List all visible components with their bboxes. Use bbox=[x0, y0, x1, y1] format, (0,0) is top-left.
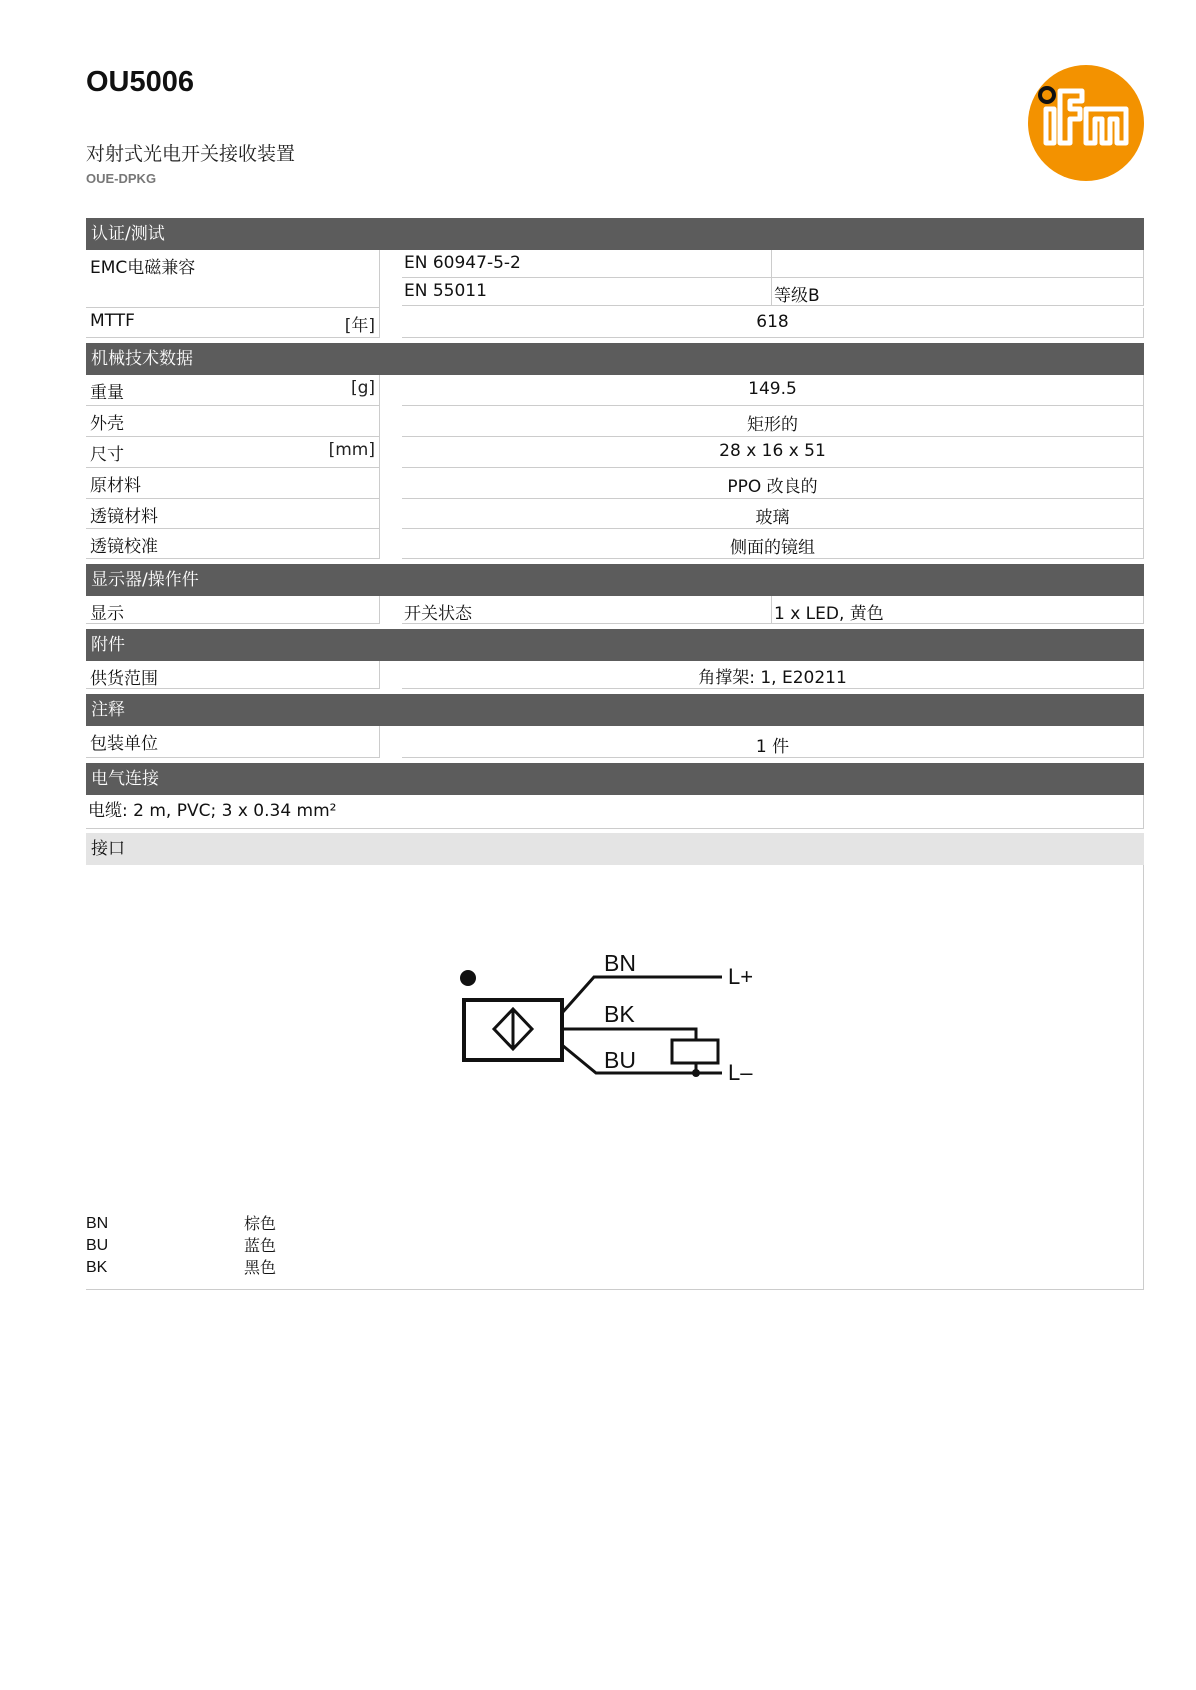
mech-label-cell bbox=[86, 499, 380, 529]
wire-bn bbox=[562, 977, 722, 1013]
load-symbol bbox=[672, 1040, 718, 1063]
emc-standard-1-row bbox=[402, 250, 1144, 278]
label-bn: BN bbox=[604, 951, 636, 976]
notes-label-cell bbox=[86, 726, 380, 758]
section-display-header: 显示器/操作件 bbox=[86, 564, 1144, 596]
emc-standard-2-row bbox=[402, 278, 1144, 306]
datasheet-table bbox=[86, 218, 1144, 1290]
receiver-symbol bbox=[494, 1009, 532, 1049]
display-value: 1 x LED, 黄色 bbox=[774, 604, 884, 624]
accessories-row bbox=[86, 661, 1144, 689]
interface-header: 接口 bbox=[86, 833, 1144, 865]
output-indicator-dot bbox=[460, 970, 476, 986]
ifm-logo bbox=[1026, 63, 1146, 183]
legend-code: BN bbox=[86, 1215, 109, 1232]
mech-value: 149.5 bbox=[402, 375, 1144, 406]
mech-value: 矩形的 bbox=[402, 406, 1144, 437]
section-approvals-header: 认证/测试 bbox=[86, 218, 1144, 250]
mech-label: 透镜材料 bbox=[90, 507, 158, 527]
product-description: 对射式光电开关接收装置 bbox=[86, 143, 296, 165]
mech-value: 侧面的镜组 bbox=[402, 529, 1144, 559]
junction-dot bbox=[692, 1069, 700, 1077]
legend-color: 蓝色 bbox=[244, 1236, 277, 1255]
display-label-cell bbox=[86, 596, 380, 624]
section-mechanical-header: 机械技术数据 bbox=[86, 343, 1144, 375]
mech-label-cell bbox=[86, 437, 380, 468]
mttf-unit: [年] bbox=[344, 316, 375, 336]
mech-row-dimensions bbox=[86, 437, 1144, 468]
section-electrical-header: 电气连接 bbox=[86, 763, 1144, 795]
mech-label: 重量 bbox=[90, 383, 124, 403]
mech-value: 玻璃 bbox=[402, 499, 1144, 529]
wire-color-legend bbox=[86, 1213, 276, 1279]
mech-label-cell bbox=[86, 529, 380, 559]
mech-row-lens-alignment bbox=[86, 529, 1144, 559]
mech-label-cell bbox=[86, 375, 380, 406]
label-bu: BU bbox=[604, 1047, 636, 1073]
mech-label-cell bbox=[86, 406, 380, 437]
cable-spec: 电缆: 2 m, PVC; 3 x 0.34 mm² bbox=[86, 795, 1144, 829]
mech-value: 28 x 16 x 51 bbox=[402, 437, 1144, 468]
mech-unit: [mm] bbox=[328, 440, 375, 460]
mech-label: 尺寸 bbox=[90, 445, 124, 465]
emc-standard-1: EN 60947-5-2 bbox=[402, 250, 772, 277]
mech-value: PPO 改良的 bbox=[402, 468, 1144, 499]
legend-color: 棕色 bbox=[244, 1214, 277, 1233]
notes-label: 包装单位 bbox=[90, 734, 158, 754]
section-accessories-header: 附件 bbox=[86, 629, 1144, 661]
label-lminus: L– bbox=[728, 1060, 753, 1085]
section-notes-header: 注释 bbox=[86, 694, 1144, 726]
display-label: 显示 bbox=[90, 604, 124, 624]
notes-value: 1 件 bbox=[402, 726, 1144, 758]
wiring-diagram bbox=[456, 951, 876, 1121]
emc-values-cell bbox=[402, 250, 1144, 308]
accessories-value: 角撑架: 1, E20211 bbox=[402, 661, 1144, 689]
display-row bbox=[86, 596, 1144, 624]
wire-bk bbox=[562, 1029, 696, 1040]
accessories-label: 供货范围 bbox=[90, 669, 158, 689]
legend-row bbox=[86, 1213, 276, 1235]
display-sub-label: 开关状态 bbox=[402, 596, 772, 623]
emc-label: EMC电磁兼容 bbox=[90, 258, 196, 278]
interface-panel bbox=[86, 865, 1144, 1290]
mech-row-housing bbox=[86, 406, 1144, 437]
emc-label-cell bbox=[86, 250, 380, 308]
emc-standard-2-note: 等级B bbox=[774, 286, 820, 306]
emc-row bbox=[86, 250, 1144, 308]
mttf-value: 618 bbox=[402, 308, 1144, 338]
legend-color: 黑色 bbox=[244, 1258, 277, 1277]
mech-label-cell bbox=[86, 468, 380, 499]
legend-code: BU bbox=[86, 1237, 109, 1254]
product-code: OUE-DPKG bbox=[86, 171, 157, 186]
mech-row-lens-material bbox=[86, 499, 1144, 529]
display-values-cell bbox=[402, 596, 1144, 624]
label-bk: BK bbox=[604, 1001, 635, 1027]
legend-row bbox=[86, 1257, 276, 1279]
mech-row-material bbox=[86, 468, 1144, 499]
mech-row-weight bbox=[86, 375, 1144, 406]
mech-unit: [g] bbox=[350, 378, 375, 398]
legend-row bbox=[86, 1235, 276, 1257]
label-lplus: L+ bbox=[728, 964, 754, 989]
mttf-row bbox=[86, 308, 1144, 338]
product-title: OU5006 bbox=[86, 66, 195, 98]
mech-label: 原材料 bbox=[90, 476, 141, 496]
notes-row bbox=[86, 726, 1144, 758]
mttf-label: MTTF bbox=[90, 311, 135, 331]
mech-label: 外壳 bbox=[90, 414, 124, 434]
wire-bu bbox=[562, 1045, 722, 1073]
mttf-label-cell bbox=[86, 308, 380, 338]
emc-standard-1-note bbox=[772, 250, 1143, 277]
emc-standard-2: EN 55011 bbox=[402, 278, 772, 305]
legend-code: BK bbox=[86, 1259, 108, 1276]
accessories-label-cell bbox=[86, 661, 380, 689]
mech-label: 透镜校准 bbox=[90, 537, 158, 557]
